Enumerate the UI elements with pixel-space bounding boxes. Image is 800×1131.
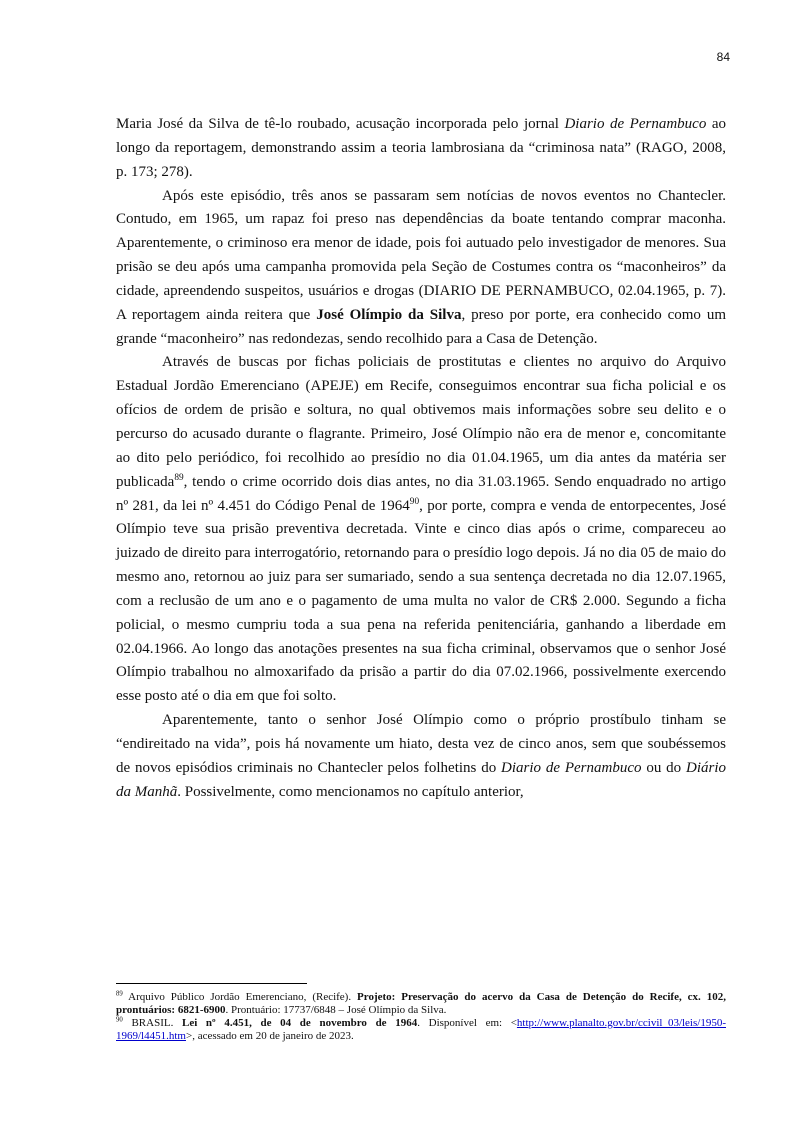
person-name: José Olímpio da Silva <box>316 306 462 323</box>
paragraph-3: Através de buscas por fichas policiais de prostitutas e clientes no arquivo do Arquivo Estadual Jordão Emerenciano (APEJE) em Recife, conseguimos encontrar sua ficha policial e os ofícios de ordem de prisão e soltura, no qual obtivemos mais informações sobre seu delito e o percurso do acusado durante o flagrante. Primeiro, José Olímpio não era de menor e, concomitante ao dito pelo periódico, foi recolhido ao presídio no dia 01.04.1965, um dia antes da matéria ser publicada$^{89}$, tendo o crime ocorrido dois dias antes, no dia 31.03.1965. Sendo enquadrado no artigo nº 281, da lei nº 4.451 do Código Penal de 1964$^{90}$, por porte, compra e venda de entorpecentes, José Olímpio teve sua prisão preventiva decretada. Vinte e cinco dias após o crime, compareceu ao juizado de direito para interrogatório, retornando para o presídio logo depois. Já no dia 05 de maio do mesmo ano, retornou ao juiz para ser sumariado, sendo a sua sentença decretada no dia 12.07.1965, com a reclusão de um ano e o pagamento de uma multa no valor de CR$ 2.000. Segundo a ficha policial, o mesmo cumpriu toda a sua pena na referida penitenciária, ganhando a liberdade em 02.04.1966. Ao longo das anotações presentes na sua ficha criminal, observamos que o senhor José Olímpio trabalhou no almoxarifado da prisão a partir do dia 07.02.1966, possivelmente exercendo esse posto até o dia em que foi solto. <box>116 354 727 705</box>
newspaper-title: Diario de Pernambuco <box>501 759 642 776</box>
paragraph-1: Maria José da Silva de tê-lo roubado, acusação incorporada pelo jornal Diario de Pernambuco ao longo da reportagem, demonstrando assim a teoria lambrosiana da “criminosa nata” (RAGO, 2008, p. 173; 278). <box>116 116 727 180</box>
footnote-number: 90 <box>116 1016 123 1024</box>
newspaper-title: Diario de Pernambuco <box>564 116 707 132</box>
law-link[interactable]: http://www.planalto.gov.br/ccivil_03/leis/1950-1969/l4451.htm <box>116 1017 726 1042</box>
footnote-ref-89[interactable]: 89 <box>174 472 184 483</box>
footnote-ref-90[interactable]: 90 <box>409 496 420 507</box>
footnote-divider <box>116 983 307 984</box>
footnote-number: 89 <box>116 990 123 998</box>
newspaper-title: Diário da Manhã <box>116 759 727 800</box>
paragraph-4: Aparentemente, tanto o senhor José Olímpio como o próprio prostíbulo tinham se “endireitado na vida”, pois há novamente um hiato, desta vez de cinco anos, sem que soubéssemos de novos episódios criminais no Chantecler pelos folhetins do Diario de Pernambuco ou do Diário da Manhã. Possivelmente, como mencionamos no capítulo anterior, <box>116 712 727 800</box>
footnote-89: $^{89}$ Arquivo Público Jordão Emerenciano, (Recife). Projeto: Preservação do acervo da Casa de Detenção do Recife, cx. 102, prontuários: 6821-6900. Prontuário: 17737/6848 – José Olímpio da Silva. <box>116 990 726 1016</box>
footnotes <box>116 991 726 1043</box>
page-number: 84 <box>716 50 730 64</box>
paragraph-2: Após este episódio, três anos se passaram sem notícias de novos eventos no Chantecler. Contudo, em 1965, um rapaz foi preso nas dependências da boate tentando comprar maconha. Aparentemente, o criminoso era menor de idade, pois foi autuado pelo investigador de menores. Sua prisão se deu após uma campanha promovida pela Seção de Costumes contra os “maconheiros” da cidade, apreendendo suspeitos, usuários e drogas (DIARIO DE PERNAMBUCO, 02.04.1965, p. 7). A reportagem ainda reitera que José Olímpio da Silva, preso por porte, era conhecido como um grande “maconheiro” nas redondezas, sendo recolhido para a Casa de Detenção. <box>116 187 726 347</box>
body-text <box>116 113 726 804</box>
footnote-90: $^{90}$ BRASIL. Lei nº 4.451, de 04 de novembro de 1964. Disponível em: <http://www.planalto.gov.br/ccivil_03/leis/1950-1969/l4451.htm>, acessado em 20 de janeiro de 2023. <box>116 1016 726 1042</box>
